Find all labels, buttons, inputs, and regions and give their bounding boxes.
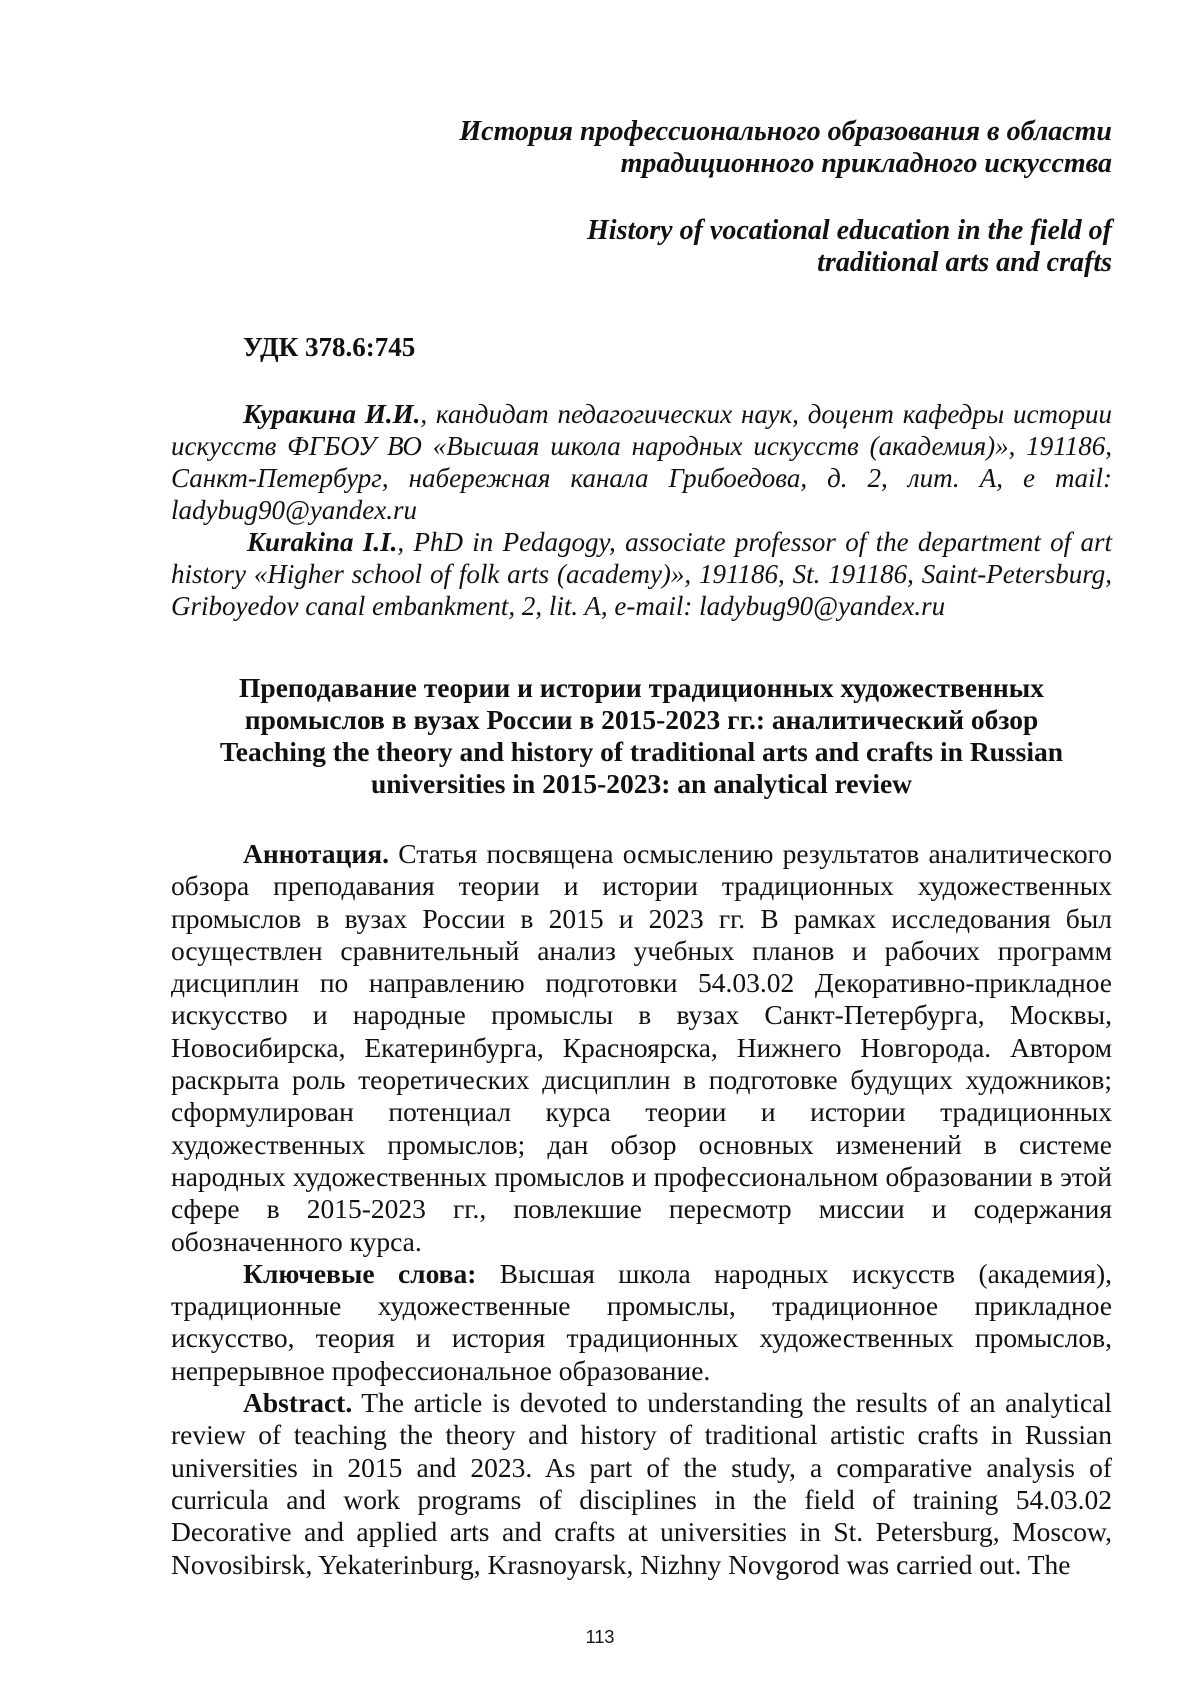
series-title-ru bbox=[352, 116, 1112, 180]
abstract-en-label: Abstract. bbox=[243, 1387, 353, 1419]
annotation-label: Аннотация. bbox=[243, 838, 389, 869]
series-title-ru-line2: традиционного прикладного искусства bbox=[620, 148, 1112, 179]
abstract-en-text: The article is devoted to understanding the results of an analytical review of teaching the theory and history of traditional artistic crafts in Russian universities in 2015 and 2023. As part of the study, a comparative analysis of curricula and work programs of disciplines in the field of training 54.03.02 Decorative and applied arts and crafts at universities in St. Petersburg, Moscow, Novosibirsk, Yekaterinburg, Krasnoyarsk, Nizhny Novgorod was carried out. The bbox=[171, 1387, 1112, 1580]
author-name-en: Kurakina I.I. bbox=[247, 527, 398, 557]
author-info-ru bbox=[171, 398, 1112, 526]
author-info bbox=[171, 398, 1112, 622]
article-title-en-line1: Teaching the theory and history of traditional arts and crafts in Russian bbox=[219, 736, 1064, 767]
abstract-section bbox=[171, 838, 1112, 1581]
article-title-en-line2: universities in 2015-2023: an analytical review bbox=[370, 768, 913, 799]
series-title-en-line2: traditional arts and crafts bbox=[817, 247, 1112, 278]
series-title-en-line1: History of vocational education in the field of bbox=[587, 215, 1112, 246]
series-title-ru-line1: История профессионального образования в области bbox=[459, 116, 1112, 147]
series-title-en bbox=[352, 215, 1112, 279]
article-title-ru-line1: Преподавание теории и истории традиционных художественных bbox=[239, 672, 1044, 703]
keywords-text: Высшая школа народных искусств (академия), традиционные художественные промыслы, традиционное прикладное искусство, теория и история традиционных художественных промыслов, непрерывное профессиональное образование. bbox=[171, 1257, 1112, 1386]
article-title bbox=[171, 672, 1112, 800]
author-info-en bbox=[171, 526, 1112, 622]
page-number: 113 bbox=[585, 1627, 615, 1647]
udk-code: УДК 378.6:745 bbox=[243, 332, 416, 362]
keywords-label: Ключевые слова: bbox=[243, 1257, 477, 1289]
abstract-en-paragraph bbox=[171, 1387, 1112, 1581]
keywords-paragraph bbox=[171, 1258, 1112, 1387]
annotation-text: Статья посвящена осмыслению результатов аналитического обзора преподавания теории и истории традиционных художественных промыслов в вузах России в 2015 и 2023 гг. В рамках исследования был осуществлен сравнительный анализ учебных планов и рабочих программ дисциплин по направлению подготовки 54.03.02 Декоративно-прикладное искусство и народные промыслы в вузах Санкт-Петербурга, Москвы, Новосибирска, Екатеринбурга, Красноярска, Нижнего Новгорода. Автором раскрыта роль теоретических дисциплин в подготовке будущих художников; сформулирован потенциал курса теории и истории традиционных художественных промыслов; дан обзор основных изменений в системе народных художественных промыслов и профессиональном образовании в этой сфере в 2015-2023 гг., повлекшие пересмотр миссии и содержания обозначенного курса. bbox=[171, 838, 1112, 1257]
author-name-ru: Куракина И.И. bbox=[243, 399, 421, 429]
annotation-paragraph bbox=[171, 838, 1112, 1258]
author-details-en: , PhD in Pedagogy, associate professor of the department of art history «Higher school of folk arts (academy)», 191186, St. 191186, Saint-Petersburg, Griboyedov canal embankment, 2, lit. A, e-mail: ladybug90@yandex.ru bbox=[171, 527, 1112, 621]
article-title-ru-line2: промыслов в вузах России в 2015-2023 гг.: аналитический обзор bbox=[244, 704, 1039, 735]
author-details-ru: , кандидат педагогических наук, доцент кафедры истории искусств ФГБОУ ВО «Высшая школа народных искусств (академия)», 191186, Санкт-Петербург, набережная канала Грибоедова, д. 2, лит. А, e mail: ladybug90@yandex.ru bbox=[171, 399, 1112, 525]
